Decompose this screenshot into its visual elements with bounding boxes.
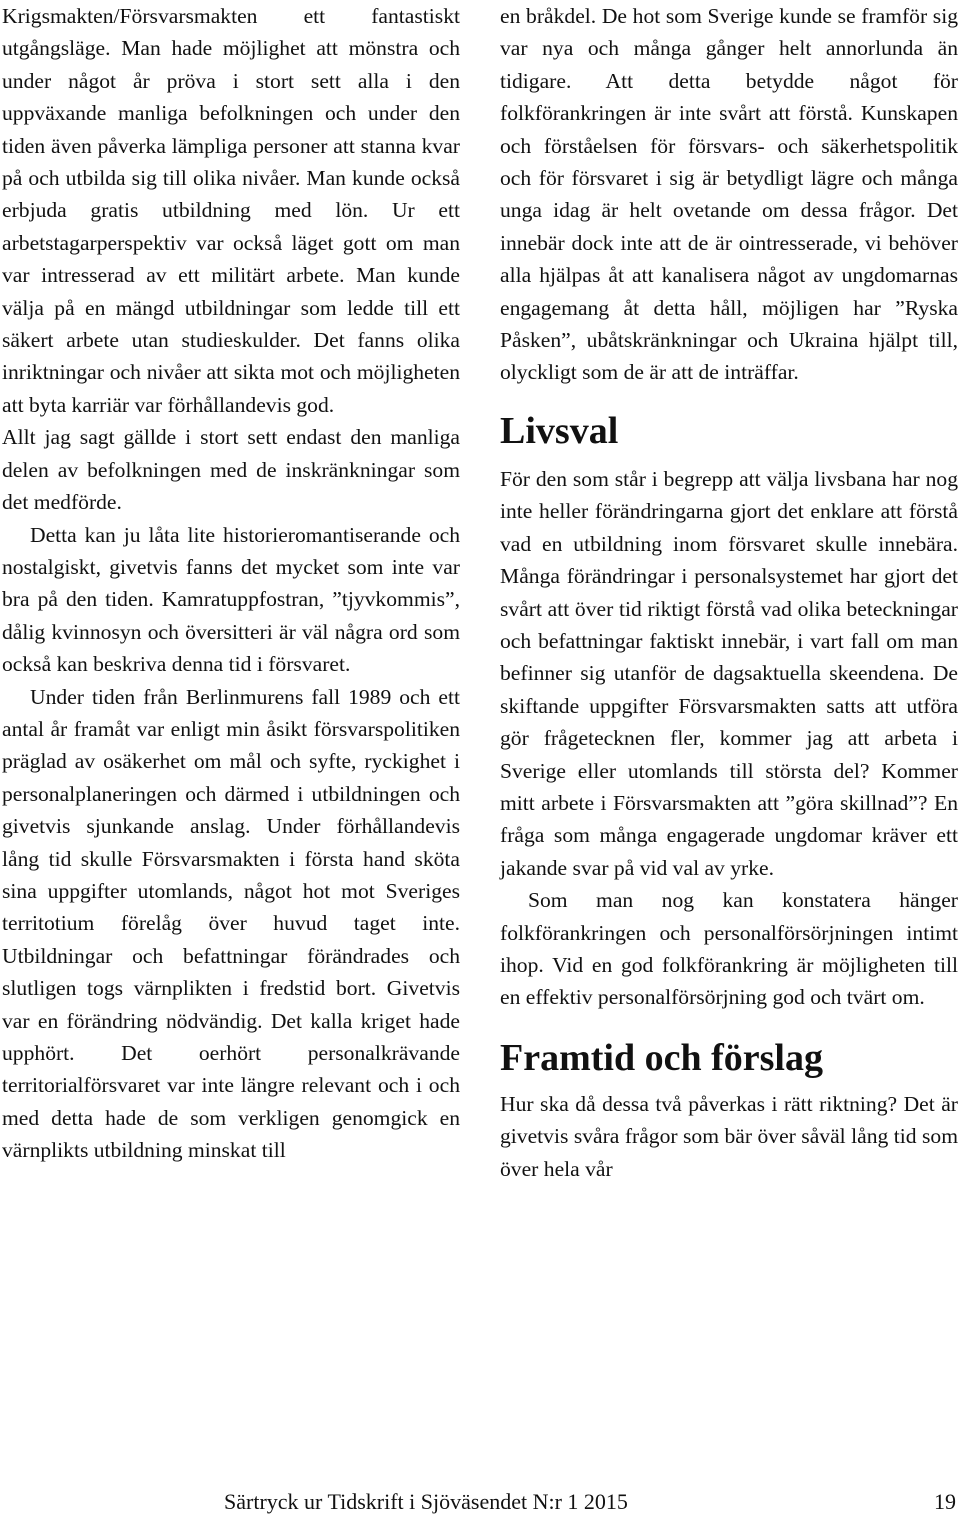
section-heading-framtid: Framtid och förslag xyxy=(500,1036,823,1079)
left-column xyxy=(2,0,460,1167)
right-column xyxy=(500,0,958,1185)
paragraph-manliga-delen: Allt jag sagt gällde i stort sett endast den manliga delen av befolkningen med de inskränkningar som det medförde. xyxy=(2,425,460,515)
paragraph-ratt-riktning: Hur ska då dessa två påverkas i rätt riktning? Det är givetvis svåra frågor som bär över såväl lång tid som över hela vår xyxy=(500,1091,958,1181)
paragraph-berlinmurens-fall: Under tiden från Berlinmurens fall 1989 och ett antal år framåt var enligt min åsikt försvarspolitiken präglad av osäkerhet om mål och syfte, ryckighet i personalplaneringen och därmed i utbildningen och givetvis sjunkande anslag. Under förhållandevis lång tid skulle Försvarsmakten i första hand sköta sina uppgifter utomlands, något hot mot Sveriges territotium förelåg över huvud taget inte. Utbildningar och befattningar förändrades och slutligen togs värnplikten i fredstid bort. Givetvis var en förändring nödvändig. Det kalla kriget hade upphört. Det oerhört personalkrävande territorialförsvaret var inte längre relevant och i och med detta hade de som verkligen genomgick en värnplikts utbildning minskat till xyxy=(2,684,460,1163)
page-number: 19 xyxy=(934,1489,956,1514)
paragraph-livsbana: För den som står i begrepp att välja livsbana har nog inte heller förändringarna gjort det enklare att förstå vad en utbildning inom försvaret skulle innebära. Många förändringar i personalsystemet har gjort det svårt att över tid riktigt förstå vad olika beteckningar och befattningar faktiskt innebär, i vart fall om man befinner sig utanför de dagsaktuella skeendena. De skiftande uppgifter Försvarsmakten satts att utföra gör frågetecknen fler, kommer jag att arbeta i Sverige eller utomlands till största del? Kommer mitt arbete i Försvarsmakten att ”göra skillnad”? En fråga som många engagerade ungdomar kräver ett jakande svar på vid val av yrke. xyxy=(500,466,958,880)
section-heading-livsval: Livsval xyxy=(500,409,619,452)
paragraph-historieromantiserande: Detta kan ju låta lite historieromantiserande och nostalgiskt, givetvis fanns det mycket som inte var bra på den tiden. Kamratuppfostran, ”tjyvkommis”, dålig kvinnosyn och översitteri är väl några ord som också kan beskriva denna tid i försvaret. xyxy=(2,522,460,677)
paragraph-brakdel: en bråkdel. De hot som Sverige kunde se framför sig var nya och många gånger helt annorlunda än tidigare. Att detta betydde något för folkförankringen är inte svårt att förstå. Kunskapen och förståelsen för försvars- och säkerhetspolitik och för försvaret i sig är betydligt lägre och många unga idag är helt ovetande om dessa frågor. Det innebär dock inte att de är ointresserade, vi behöver alla hjälpas åt att kanalisera något av ungdomarnas engagemang åt detta håll, möjligen har ”Ryska Påsken”, ubåtskränkningar och Ukraina hjälpt till, olyckligt som de är att de inträffar. xyxy=(500,4,958,385)
footer-source: Särtryck ur Tidskrift i Sjöväsendet N:r 1 2015 xyxy=(224,1489,628,1514)
paragraph-folkforankringen: Som man nog kan konstatera hänger folkförankringen och personalförsörjningen intimt ihop. Vid en god folkförankring är möjligheten till en effektiv personalförsörjning god och tvärt om. xyxy=(500,888,958,1010)
paragraph-utgangslage: Krigsmakten/Försvarsmakten ett fantastiskt utgångsläge. Man hade möjlighet att mönstra och under något år pröva i stort sett alla i den uppväxande manliga befolkningen och under den tiden även påverka lämpliga personer att stanna kvar på och utbilda sig till olika nivåer. Man kunde också erbjuda gratis utbildning med lön. Ur ett arbetstagarperspektiv var också läget gott om man var intresserad av ett militärt arbete. Man kunde välja på en mängd utbildningar som ledde till ett säkert arbete utan studieskulder. Det fanns olika inriktningar och nivåer att sikta mot och möjligheten att byta karriär var förhållandevis god. xyxy=(2,4,460,417)
page-footer xyxy=(0,1486,960,1518)
